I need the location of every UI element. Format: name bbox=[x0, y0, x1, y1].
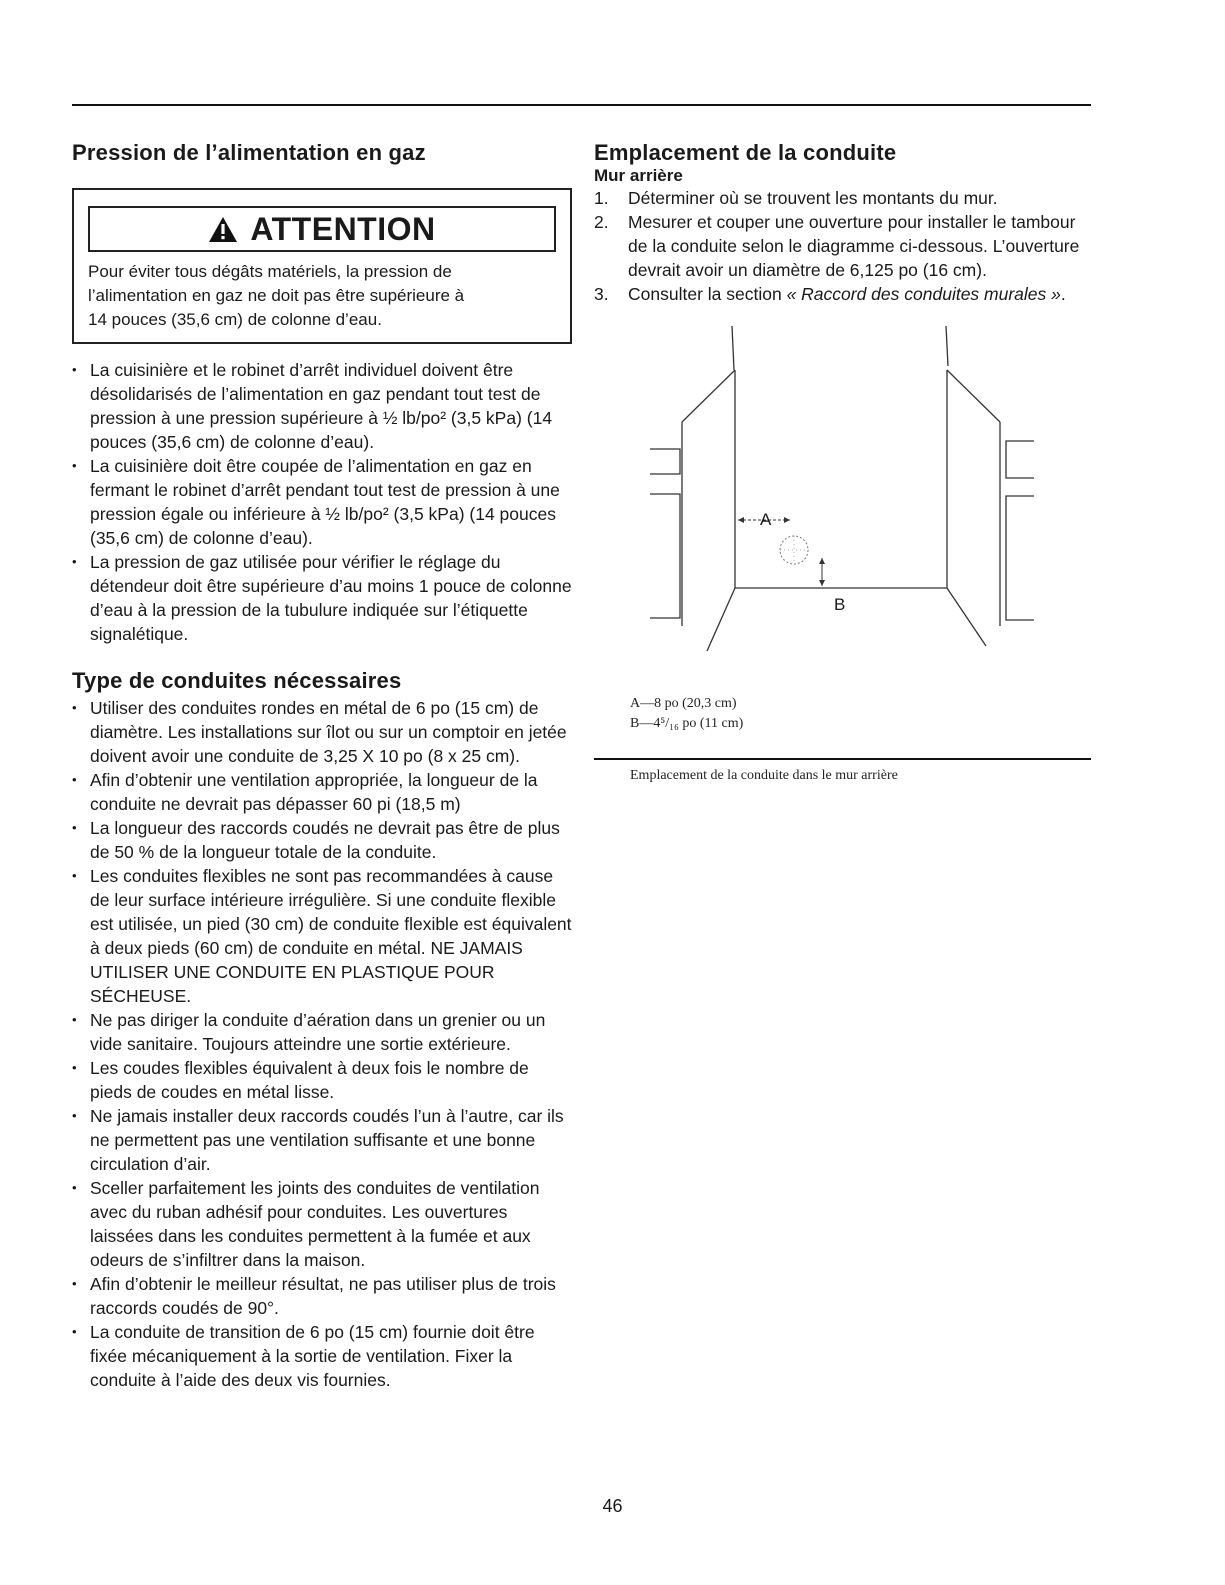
warning-text bbox=[88, 260, 556, 332]
list-item: • La longueur des raccords coudés ne devrait pas être de plus de 50 % de la longueur totale de la conduite. bbox=[72, 816, 572, 864]
warning-triangle-icon bbox=[208, 216, 238, 243]
figure-caption: Emplacement de la conduite dans le mur arrière bbox=[630, 768, 898, 783]
duct-type-heading: Type de conduites nécessaires bbox=[72, 668, 402, 693]
section-reference: « Raccord des conduites murales » bbox=[786, 284, 1061, 304]
list-item: • La pression de gaz utilisée pour vérifier le réglage du détendeur doit être supérieure d’au moins 1 pouce de colonne d’eau à la pression de la tubulure indiquée sur l’étiquette signalétique. bbox=[72, 550, 572, 646]
warning-header bbox=[88, 206, 556, 252]
list-item: • Sceller parfaitement les joints des conduites de ventilation avec du ruban adhésif pour conduites. Les ouvertures laissées dans les conduites permettent à la fumée et aux odeurs de s’infiltrer dans la maison. bbox=[72, 1176, 572, 1272]
warning-title: ATTENTION bbox=[250, 210, 436, 247]
step-item bbox=[594, 282, 1091, 306]
step-item bbox=[594, 186, 1091, 210]
dimension-label-b: B bbox=[834, 595, 846, 614]
warning-box bbox=[72, 188, 572, 344]
duct-location-diagram bbox=[594, 326, 1091, 666]
step-text: Déterminer où se trouvent les montants du mur. bbox=[628, 188, 998, 208]
legend-a: A—8 po (20,3 cm) bbox=[630, 696, 737, 711]
list-item: • Afin d’obtenir une ventilation appropriée, la longueur de la conduite ne devrait pas dépasser 60 pi (18,5 m) bbox=[72, 768, 572, 816]
dimension-label-a: A bbox=[760, 510, 772, 529]
step-text: Mesurer et couper une ouverture pour installer le tambour de la conduite selon le diagramme ci-dessous. L’ouverture devrait avoir un diamètre de 6,125 po (16 cm). bbox=[628, 212, 1080, 280]
diagram-legend bbox=[594, 694, 1091, 734]
page-number: 46 bbox=[602, 1496, 623, 1516]
list-item: • Ne jamais installer deux raccords coudés l’un à l’autre, car ils ne permettent pas une ventilation suffisante et une bonne circulation d’air. bbox=[72, 1104, 572, 1176]
rear-wall-subheading: Mur arrière bbox=[594, 166, 683, 185]
step-item bbox=[594, 210, 1091, 282]
step-number: 2. bbox=[594, 212, 609, 232]
step-text: Consulter la section bbox=[628, 284, 787, 304]
list-item: • La cuisinière et le robinet d’arrêt individuel doivent être désolidarisés de l’alimentation en gaz pendant tout test de pression à une pression supérieure à ½ lb/po² (3,5 kPa) (14 pouces (35,6 cm) de colonne d’eau). bbox=[72, 358, 572, 454]
list-item: • Afin d’obtenir le meilleur résultat, ne pas utiliser plus de trois raccords coudés de 90°. bbox=[72, 1272, 572, 1320]
duct-location-heading: Emplacement de la conduite bbox=[594, 140, 897, 165]
steps-list bbox=[594, 186, 1091, 306]
wall-diagram-drawing bbox=[594, 326, 1091, 666]
step-number: 1. bbox=[594, 188, 609, 208]
right-column bbox=[594, 140, 1091, 786]
warning-line: l’alimentation en gaz ne doit pas être supérieure à bbox=[88, 286, 465, 305]
step-number: 3. bbox=[594, 284, 609, 304]
gas-pressure-heading: Pression de l’alimentation en gaz bbox=[72, 140, 426, 165]
left-column bbox=[72, 140, 572, 1392]
warning-line: Pour éviter tous dégâts matériels, la pression de bbox=[88, 262, 452, 281]
list-item: • Les coudes flexibles équivalent à deux fois le nombre de pieds de coudes en métal lisse. bbox=[72, 1056, 572, 1104]
duct-bullet-list bbox=[72, 696, 572, 1392]
list-item: • La conduite de transition de 6 po (15 cm) fournie doit être fixée mécaniquement à la sortie de ventilation. Fixer la conduite à l’aide des deux vis fournies. bbox=[72, 1320, 572, 1392]
caption-rule bbox=[594, 758, 1091, 760]
top-rule bbox=[72, 104, 1091, 106]
list-item: • Utiliser des conduites rondes en métal de 6 po (15 cm) de diamètre. Les installations sur îlot ou sur un comptoir en jetée doivent avoir une conduite de 3,25 X 10 po (8 x 25 cm). bbox=[72, 696, 572, 768]
list-item: • La cuisinière doit être coupée de l’alimentation en gaz en fermant le robinet d’arrêt pendant tout test de pression à une pression égale ou inférieure à ½ lb/po² (3,5 kPa) (14 pouces (35,6 cm) de colonne d’eau). bbox=[72, 454, 572, 550]
warning-line: 14 pouces (35,6 cm) de colonne d’eau. bbox=[88, 310, 382, 329]
legend-b: B—4⁵/₁₆ po (11 cm) bbox=[630, 716, 744, 731]
list-item: • Ne pas diriger la conduite d’aération dans un grenier ou un vide sanitaire. Toujours atteindre une sortie extérieure. bbox=[72, 1008, 572, 1056]
gas-bullet-list bbox=[72, 358, 572, 646]
list-item: • Les conduites flexibles ne sont pas recommandées à cause de leur surface intérieure irrégulière. Si une conduite flexible est utilisée, un pied (30 cm) de conduite flexible est équivalent à deux pieds (60 cm) de conduite en métal. NE JAMAIS UTILISER UNE CONDUITE EN PLASTIQUE POUR SÉCHEUSE. bbox=[72, 864, 572, 1008]
step-text-suffix: . bbox=[1060, 284, 1066, 304]
